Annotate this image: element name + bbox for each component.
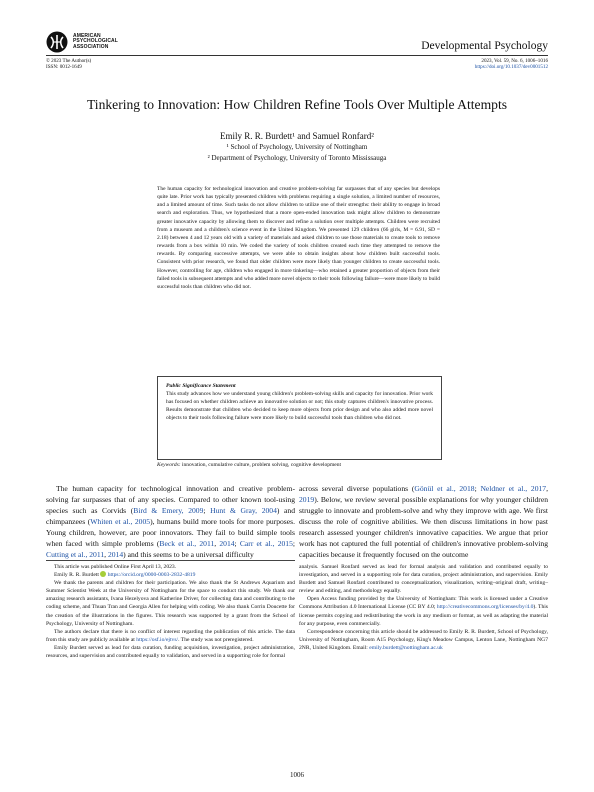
body-text: ), humans build more tools for more purposes. Young children, however, are poor innovators. They fail to build simple tools when faced with simple problems ( [46,516,295,548]
footnote-rule [46,560,295,561]
significance-box [157,376,442,460]
body-text: across several diverse populations ( [299,484,415,493]
body-text: ) and this seems to be a universal difficulty [123,549,254,559]
affiliation-2: ² Department of Psychology, University of Toronto Mississauga [207,154,387,162]
email-link[interactable]: emily.burdett@nottingham.ac.uk [369,644,443,651]
body-text: ; [203,505,211,515]
citation-link[interactable]: Carr et al., 2015 [239,538,293,548]
body-text: ; [474,484,481,493]
osf-link[interactable]: https://osf.io/ejtvs/ [136,636,179,643]
footnote-contributions: Emily Burdett served as lead for data curation, funding acquisition, investigation, project administration, resources, and supervision and contributed equally to validation, and served in a supporting role for formal [46,644,295,660]
body-text: ) and chimpanzees ( [46,505,296,526]
orcid-icon [100,571,106,577]
body-text: ). Below, we review several possible explanations for why younger children struggle to innovate and problem-solve and why they improve with age. We first discuss the role of cognitive abilities. We then discuss limitations in how past research assessed younger children's innovative capacities. We argue that prior work has not captured the full potential of children's innovative problem-solving capacities because it frequently focused on the outcome [299,494,548,559]
copyright-block [46,58,91,71]
copyright: © 2023 The Author(s) [46,58,92,64]
body-column-right [299,484,548,561]
orcid-link[interactable]: https://orcid.org/0000-0003-2832-4819 [107,572,196,579]
body-text: , [214,538,220,548]
footnotes-left [46,563,295,660]
citation-link[interactable]: 2014 [219,538,235,548]
footnote-contributions-cont: analysis. Samuel Ronfard served as lead for formal analysis and validation and contributed equally to investigation, and served in a supporting role for data curation, project administration, and supervision. Emily Burdett and Samuel Ronfard contributed to conceptualization, visualization, writing–original draft, writing–review and editing, and methodology equally. [299,564,548,595]
affiliation-1: ¹ School of Psychology, University of Nottingham [226,143,368,151]
body-text: ; [292,538,296,548]
footnote-license: Open Access funding provided by the University of Nottingham: This work is licensed under a Creative Commons Attribution 4.0 International License (CC BY 4.0; http://creativecommons.org/licenses/by/4.0). This license permits copying and redistributing the work in any medium or format, as well as adapting the material for any purpose, even commercially. [299,596,548,627]
journal-title: Developmental Psychology [421,40,548,52]
body-text: , [546,484,549,493]
citation-link[interactable]: Gönül et al., 2018 [414,484,475,493]
citation: 2023, Vol. 59, No. 6, 1006–1016 [481,58,548,64]
apa-brand-text: AMERICAN PSYCHOLOGICAL ASSOCIATION [73,32,118,50]
body-text: , [104,549,108,559]
apa-logo-icon [46,31,68,53]
footnote-orcid: Emily R. R. Burdett https://orcid.org/0000-0003-2832-4819 [54,572,196,579]
header-rule [46,55,548,56]
body-text: The human capacity for technological innovation and creative problem-solving far surpasses that of any species. Compared to other known tool-using species such as Corvids ( [46,484,295,515]
footnote-correspondence: Correspondence concerning this article should be addressed to Emily R. R. Burdett, School of Psychology, University of Nottingham, Room A15 Psychology, King's Meadow Campus, Lenton Lane, Nottingham NG7 2NR, United Kingdom. Email: emily.burdett@nottingham.ac.uk [299,628,548,651]
citation-link[interactable]: Hunt & Gray, 2004 [210,505,277,515]
license-link[interactable]: http://creativecommons.org/licenses/by/4.0 [436,604,534,611]
footnote-acknowledgements: We thank the parents and children for their participation. We also thank the St Andrews Aquarium and Summer Scientist Week at the University of Nottingham for the space to conduct this study. We thank our amazing research assistants, Ivana Hezelyova and Katherine Driver, for collecting data and contributing to the coding scheme, and Thuan Tran and Georgia Allen for helping with coding. We also thank Corrin Doucette for the creation of the illustrations in the figures. This research was supported by a grant from the School of Psychology, University of Nottingham. [46,580,295,627]
footnotes-right [299,563,548,652]
citation-link[interactable]: 2014 [107,549,124,559]
citation-link[interactable]: Cutting et al., 2011 [46,549,105,559]
footnote-conflict: The authors declare that there is no conflict of interest regarding the publication of this article. The data from this study are publicly available at https://osf.io/ejtvs/. The study was not preregistered. [46,628,295,643]
citation-link[interactable]: Beck et al., 2011 [159,538,215,548]
citation-link[interactable]: Bird & Emery, 2009 [133,505,204,515]
citation-link[interactable]: Neldner et al., 2017 [480,484,547,493]
significance-heading: Public Significance Statement [166,383,236,389]
citation-link[interactable]: 2019 [299,494,315,504]
citation-link[interactable]: Whiten et al., 2005 [90,516,151,526]
page-number: 1006 [290,771,304,779]
body-text: ; [234,538,240,548]
significance-body: This study advances how we understand young children's problem-solving skills and capacity for innovation. Prior work has focused on whether children achieve an innovative solution or not; this study captures children's innovative process. Results demonstrate that children who decided to keep more objects from prior design and who also added more novel objects to their tools following failure were more likely to build successful tools than children who did not. [166,391,433,422]
author-list: Emily R. R. Burdett¹ and Samuel Ronfard² [220,131,374,141]
abstract: The human capacity for technological innovation and creative problem-solving far surpasses that of any species but develops quite late. Prior work has typically presented children with problems requiring a single solution, a limited number of resources, and a limited amount of time. Such tasks do not allow children to utilize one of their strengths: their ability to engage in broad search and exploration. Thus, we hypothesized that a more open-ended innovation task might allow children to demonstrate greater innovative capacity by allowing them to discover and refine a solution over multiple attempts. Children were recruited from a museum and a children's science event in the United Kingdom. We presented 129 children (66 girls, M = 6.91, SD = 2.18) between 4 and 12 years old with a variety of materials and asked children to use those materials to create tools to remove rewards from a box within 10 min. We coded the variety of tools children created each time they attempted to remove the rewards. By comparing successive attempts, we were able to obtain insights about how children built successful tools. Consistent with prior research, we found that older children were more likely than younger children to create successful tools. However, controlling for age, children who engaged in more tinkering—who retained a greater proportion of objects from their failed tools in subsequent attempts and who added more novel objects to their tools following failure—were more likely to build successful tools than children who did not. [157,186,440,290]
keywords [157,462,341,468]
issn: ISSN: 0012-1649 [46,64,82,71]
keywords-text: innovation, cumulative culture, problem solving, cognitive development [182,462,342,468]
keywords-label: Keywords: [157,462,181,468]
footnote-published: This article was published Online First April 13, 2023. [54,564,177,570]
article-title: Tinkering to Innovation: How Children Refine Tools Over Multiple Attempts [86,97,508,112]
body-column-left [46,484,295,561]
doi-link[interactable]: https://doi.org/10.1037/dev0001512 [474,64,548,71]
apa-logo [46,25,186,59]
citation-block [475,58,548,71]
